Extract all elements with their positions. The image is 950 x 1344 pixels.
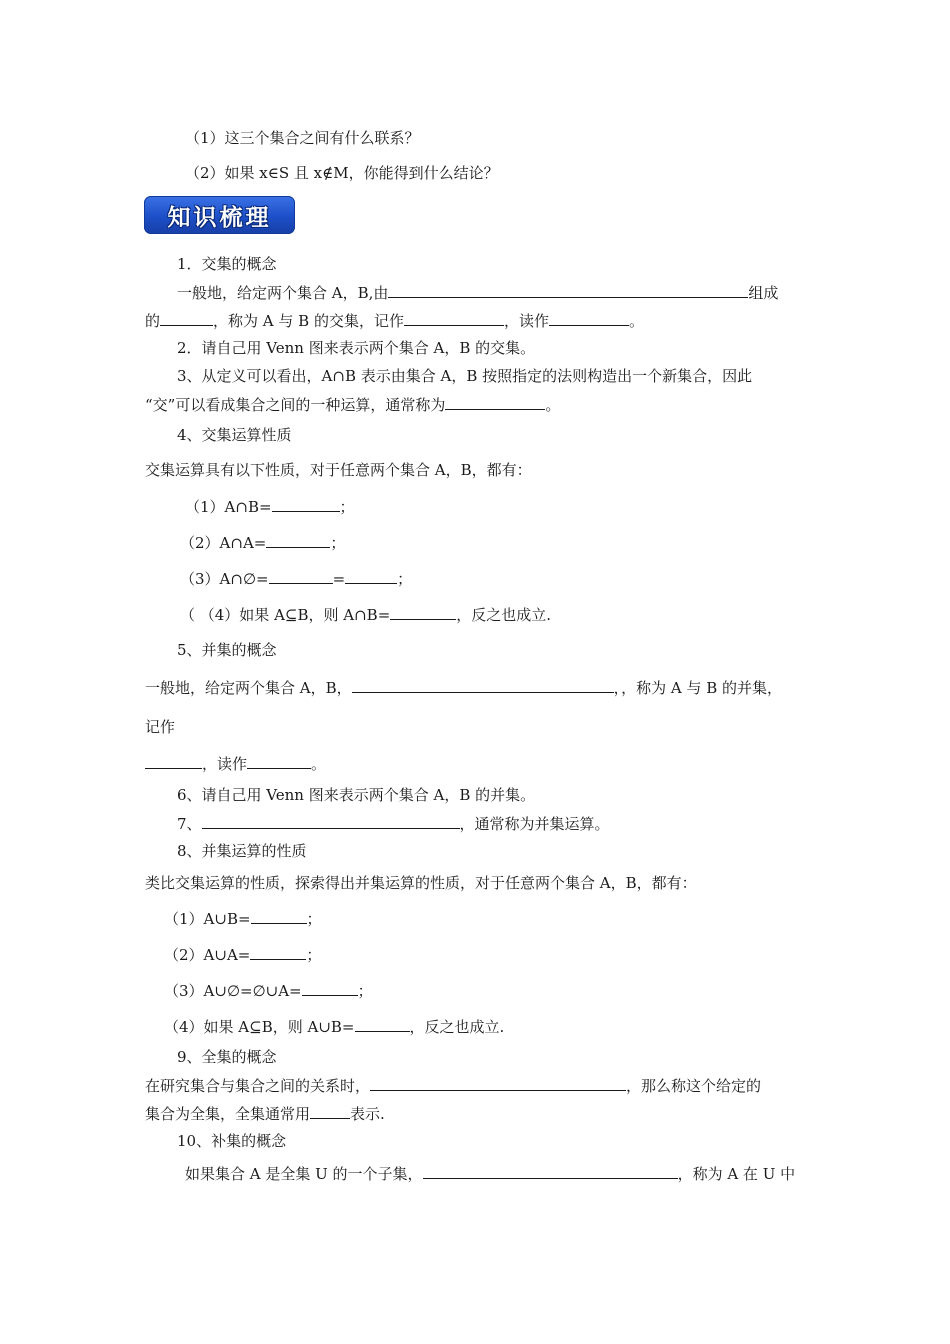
text: ； (339, 498, 355, 516)
section-5-heading: 5、并集的概念 (177, 641, 277, 659)
fill-blank[interactable] (269, 568, 333, 584)
text: ； (397, 570, 413, 588)
knowledge-summary-banner (144, 196, 295, 234)
text: （1）A∪B= (164, 910, 251, 928)
text: 。 (311, 755, 327, 773)
text: 在研究集合与集合之间的关系时， (145, 1077, 371, 1095)
text: ，那么称这个给定的 (626, 1077, 762, 1095)
text: ； (306, 910, 322, 928)
text: 一般地，给定两个集合 A，B， (145, 679, 352, 697)
section-4-property-1 (185, 496, 355, 517)
section-3-line-1: 3、从定义可以看出，A∩B 表示由集合 A，B 按照指定的法则构造出一个新集合，因此 (177, 367, 753, 385)
text: “交”可以看成集合之间的一种运算，通常称为 (145, 396, 446, 414)
section-4-property-4 (180, 604, 551, 625)
fill-blank[interactable] (247, 753, 311, 769)
text: = (332, 570, 346, 588)
fill-blank[interactable] (310, 1103, 350, 1119)
text: 一般地，给定两个集合 A，B,由 (177, 284, 389, 302)
fill-blank[interactable] (251, 908, 307, 924)
text: （1）A∩B= (185, 498, 272, 516)
text: （4）如果 A⊆B，则 A∪B= (164, 1018, 355, 1036)
text: ，读作 (202, 755, 248, 773)
section-5-line-1 (145, 677, 782, 698)
fill-blank[interactable] (266, 532, 330, 548)
text: ，反之也成立. (409, 1018, 505, 1036)
fill-blank[interactable] (445, 394, 545, 410)
section-5-line-2: 记作 (145, 718, 176, 736)
fill-blank[interactable] (355, 1016, 410, 1032)
text: ； (330, 534, 346, 552)
section-8-intro: 类比交集运算的性质，探索得出并集运算的性质，对于任意两个集合 A，B，都有： (145, 874, 697, 892)
fill-blank[interactable] (352, 677, 614, 693)
section-8-heading: 8、并集运算的性质 (177, 842, 307, 860)
section-7 (177, 813, 610, 834)
section-4-property-2 (180, 532, 345, 553)
fill-blank[interactable] (145, 753, 202, 769)
section-9-line-2 (145, 1103, 385, 1124)
fill-blank[interactable] (549, 310, 629, 326)
fill-blank[interactable] (302, 980, 358, 996)
fill-blank[interactable] (390, 604, 456, 620)
text: ，称为 A 在 U 中 (677, 1165, 796, 1183)
section-1-line-2 (145, 310, 644, 331)
question-2: （2）如果 x∈S 且 x∉M，你能得到什么结论？ (185, 164, 499, 182)
text: （3）A∪∅=∅∪A= (164, 982, 302, 1000)
section-8-property-2 (164, 944, 321, 965)
section-6: 6、请自己用 Venn 图来表示两个集合 A，B 的并集。 (177, 786, 536, 804)
fill-blank[interactable] (388, 282, 748, 298)
fill-blank[interactable] (423, 1163, 678, 1179)
text: ，反之也成立. (456, 606, 552, 624)
question-1: （1）这三个集合之间有什么联系？ (185, 129, 420, 147)
text: ； (357, 982, 373, 1000)
section-10-heading: 10、补集的概念 (177, 1132, 287, 1150)
text: （2）A∩A= (180, 534, 267, 552)
section-3-line-2 (145, 394, 560, 415)
section-9-heading: 9、全集的概念 (177, 1048, 277, 1066)
fill-blank[interactable] (370, 1075, 626, 1091)
banner-title: 知识梳理 (167, 204, 272, 231)
text: ，，称为 A 与 B 的并集， (613, 679, 783, 697)
text: 集合为全集，全集通常用 (145, 1105, 311, 1123)
section-9-line-1 (145, 1075, 761, 1096)
fill-blank[interactable] (404, 310, 504, 326)
text: ，通常称为并集运算。 (459, 815, 610, 833)
fill-blank[interactable] (345, 568, 397, 584)
section-8-property-3 (164, 980, 373, 1001)
text: ； (306, 946, 322, 964)
section-10-line-1 (185, 1163, 795, 1184)
text: （2）A∪A= (164, 946, 251, 964)
fill-blank[interactable] (272, 496, 340, 512)
text: 组成 (748, 284, 779, 302)
section-8-property-1 (164, 908, 322, 929)
text: 7、 (177, 815, 202, 833)
fill-blank[interactable] (250, 944, 306, 960)
text: ，称为 A 与 B 的交集，记作 (213, 312, 404, 330)
section-1-heading: 1．交集的概念 (177, 255, 277, 273)
section-5-line-3 (145, 753, 326, 774)
text: 表示. (350, 1105, 385, 1123)
fill-blank[interactable] (202, 813, 460, 829)
section-2: 2．请自己用 Venn 图来表示两个集合 A，B 的交集。 (177, 339, 536, 357)
section-8-property-4 (164, 1016, 504, 1037)
text: （ （4）如果 A⊆B，则 A∩B= (180, 606, 391, 624)
text: ，读作 (503, 312, 549, 330)
text: 。 (545, 396, 561, 414)
section-4-property-3 (180, 568, 412, 589)
text: 。 (628, 312, 644, 330)
text: 的 (145, 312, 161, 330)
section-1-line-1 (177, 282, 778, 303)
text: （3）A∩∅= (180, 570, 269, 588)
section-4-intro: 交集运算具有以下性质，对于任意两个集合 A，B，都有： (145, 461, 532, 479)
fill-blank[interactable] (160, 310, 213, 326)
section-4-heading: 4、交集运算性质 (177, 426, 292, 444)
text: 如果集合 A 是全集 U 的一个子集， (185, 1165, 423, 1183)
